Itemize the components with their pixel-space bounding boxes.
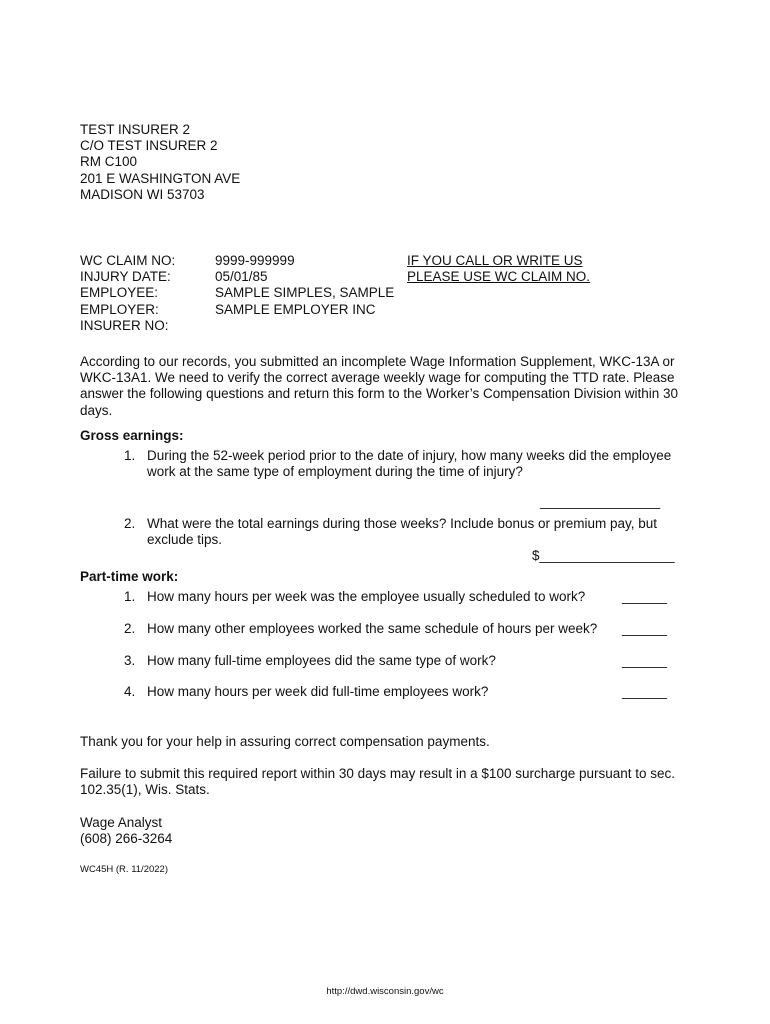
call-note-line: IF YOU CALL OR WRITE US [407,253,583,268]
form-id: WC45H (R. 11/2022) [80,864,168,875]
gross-question-2 [124,516,694,548]
signature-phone: (608) 266-3264 [80,831,173,847]
question-number: 4. [124,684,136,699]
address-line: TEST INSURER 2 [80,122,191,137]
question-number: 1. [124,448,136,463]
question-text: How many full-time employees did the same type of work? [147,653,496,668]
question-number: 2. [124,516,136,531]
other-employees-answer-blank[interactable]: ______ [622,621,668,636]
intro-paragraph: According to our records, you submitted an incomplete Wage Information Supplement, WKC-13A or WKC-13A1. We need to verify the correct average weekly wage for computing the TTD rate. Please answer the following questions and return this form to the Worker’s Compensation Division within 30 days. [80,354,679,418]
call-note [407,253,590,285]
claim-value: SAMPLE EMPLOYER INC [215,301,376,317]
claim-label: INJURY DATE: [80,269,171,285]
full-time-hours-answer-blank[interactable]: ______ [622,684,668,699]
gross-earnings-heading: Gross earnings: [80,428,184,443]
part-time-heading: Part-time work: [80,569,179,584]
scheduled-hours-answer-blank[interactable]: ______ [622,589,668,604]
part-time-question-3 [124,653,694,669]
question-text: What were the total earnings during those weeks? Include bonus or premium pay, but exclude tips. [147,516,658,548]
part-time-question-1 [124,589,694,605]
signature-block [80,815,690,847]
address-line: RM C100 [80,154,138,170]
claim-label: EMPLOYER: [80,301,159,317]
earnings-answer-blank[interactable]: $__________________ [532,548,675,563]
claim-value: SAMPLE SIMPLES, SAMPLE [215,285,395,301]
surcharge-warning: Failure to submit this required report within 30 days may result in a $100 surcharge pursuant to sec. 102.35(1), Wis. Stats. [80,766,676,798]
question-text: During the 52-week period prior to the date of injury, how many weeks did the employee work at the same type of employment during the time of injury? [147,448,672,480]
call-note-line: PLEASE USE WC CLAIM NO. [407,269,591,285]
claim-label: INSURER NO: [80,317,169,333]
mailing-address [80,122,240,203]
footer-url[interactable]: http://dwd.wisconsin.gov/wc [326,986,444,997]
claim-value: 05/01/85 [215,269,268,285]
address-line: 201 E WASHINGTON AVE [80,170,241,186]
claim-label: WC CLAIM NO: [80,253,176,268]
thank-you-text: Thank you for your help in assuring correct compensation payments. [80,734,490,749]
question-text: How many hours per week did full-time employees work? [147,684,489,699]
address-line: MADISON WI 53703 [80,186,205,202]
question-number: 1. [124,589,136,604]
question-text: How many hours per week was the employee usually scheduled to work? [147,589,586,604]
question-text: How many other employees worked the same schedule of hours per week? [147,621,598,636]
question-number: 2. [124,621,136,636]
weeks-answer-blank[interactable]: ________________ [540,494,661,509]
gross-question-1 [124,448,694,480]
claim-value: 9999-999999 [215,253,295,268]
full-time-employees-answer-blank[interactable]: ______ [622,653,668,668]
signature-title: Wage Analyst [80,815,163,830]
part-time-question-4 [124,684,694,700]
address-line: C/O TEST INSURER 2 [80,138,218,154]
question-number: 3. [124,653,136,668]
part-time-question-2 [124,621,694,637]
claim-label: EMPLOYEE: [80,285,159,301]
